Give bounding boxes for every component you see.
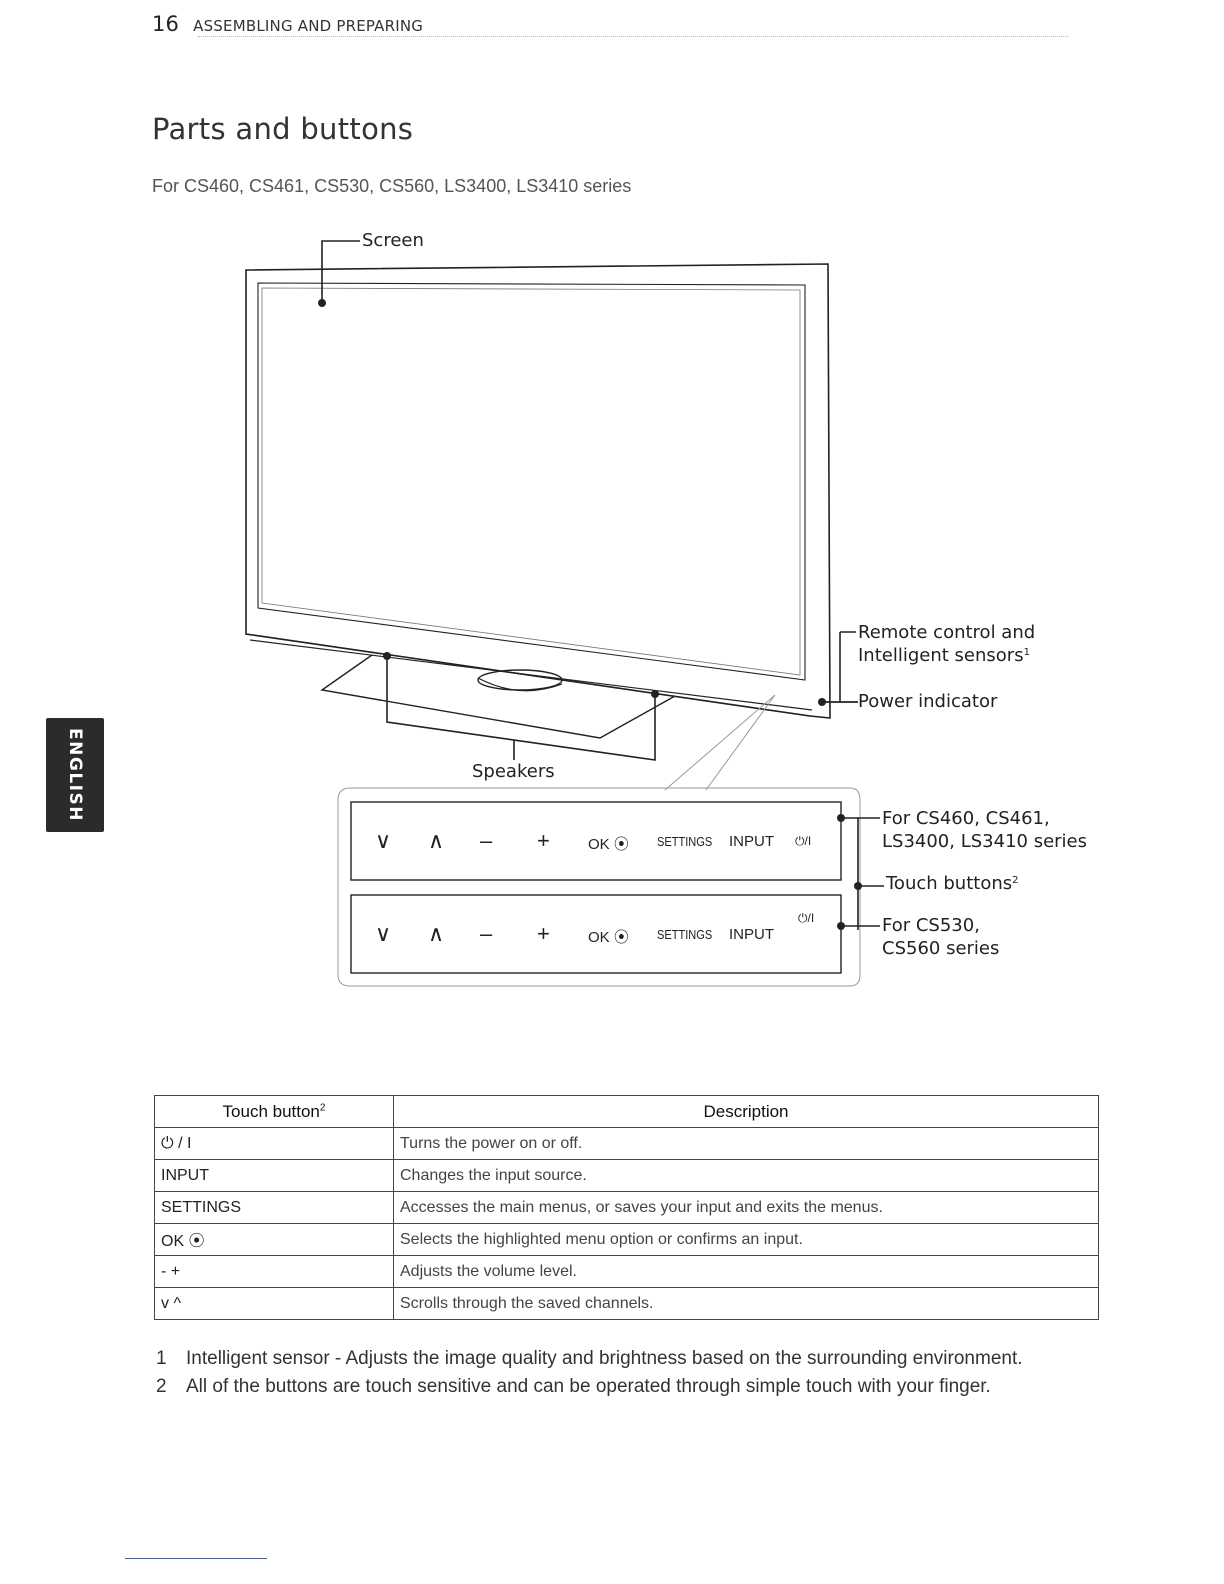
table-row xyxy=(155,1256,1099,1288)
panel-a-power-icon: ⏻/I xyxy=(795,834,812,848)
table-cell-button: - + xyxy=(155,1256,394,1288)
touch-buttons-text: Touch buttons xyxy=(886,873,1013,894)
language-tab-label: ENGLISH xyxy=(65,728,85,822)
table-cell-description: Changes the input source. xyxy=(394,1160,1099,1192)
speakers-label: Speakers xyxy=(472,761,555,782)
panel-b-channel-down-icon: ∨ xyxy=(375,921,392,946)
header-footnote-ref: 2 xyxy=(319,1101,326,1113)
screen-leader xyxy=(322,241,360,302)
panel-b-volume-down-icon: – xyxy=(480,921,493,946)
tv-screen xyxy=(258,283,805,680)
power-indicator-label: Power indicator xyxy=(858,691,998,712)
remote-sensor-label-line1: Remote control and xyxy=(858,622,1036,643)
sensor-leader xyxy=(822,632,858,702)
remote-sensor-label-line2 xyxy=(858,644,1035,667)
tv-stand xyxy=(322,655,675,738)
table-row xyxy=(155,1128,1099,1160)
touch-button-table xyxy=(154,1095,1099,1320)
footnote-text: All of the buttons are touch sensitive and can be operated through simple touch with your finger. xyxy=(186,1376,991,1397)
series-b-label xyxy=(882,914,999,960)
series-a-line2: LS3400, LS3410 series xyxy=(882,831,1087,852)
table-cell-button: OK ⦿ xyxy=(155,1224,394,1256)
table-cell-button: v ^ xyxy=(155,1288,394,1320)
table-cell-button: ⏻ / I xyxy=(155,1128,394,1160)
table-header-button xyxy=(155,1096,394,1128)
panel-b-power-icon: ⏻/I xyxy=(798,911,815,925)
panel-a-settings: SETTINGS xyxy=(657,834,713,849)
footnote-ref-2: 2 xyxy=(1012,875,1019,886)
footnote-text: Intelligent sensor - Adjusts the image quality and brightness based on the surrounding environment. xyxy=(186,1348,1023,1369)
page-number: 16 xyxy=(152,12,180,36)
panel-b-channel-up-icon: ∧ xyxy=(428,921,445,946)
touch-buttons-label xyxy=(886,872,1019,895)
panel-b-ok: OK ⦿ xyxy=(588,929,629,946)
footnote-ref-1: 1 xyxy=(1023,647,1030,658)
header-button-text: Touch button xyxy=(222,1101,320,1121)
table-cell-button: INPUT xyxy=(155,1160,394,1192)
panel-a-input: INPUT xyxy=(729,833,774,850)
panel-a-ok: OK ⦿ xyxy=(588,836,629,853)
footnote xyxy=(156,1348,1023,1376)
panel-b-volume-up-icon: + xyxy=(537,921,550,946)
series-b-line1: For CS530, xyxy=(882,915,980,936)
table-cell-description: Scrolls through the saved channels. xyxy=(394,1288,1099,1320)
footnote-number: 1 xyxy=(156,1348,167,1369)
section-title: ASSEMBLING AND PREPARING xyxy=(193,17,424,35)
table-row xyxy=(155,1160,1099,1192)
series-b-line2: CS560 series xyxy=(882,938,1000,959)
table-cell-description: Accesses the main menus, or saves your input and exits the menus. xyxy=(394,1192,1099,1224)
screen-label: Screen xyxy=(362,230,424,251)
page-title: Parts and buttons xyxy=(152,112,414,146)
panel-a-channel-up-icon: ∧ xyxy=(428,828,445,853)
remote-sensor-label xyxy=(858,621,1035,667)
panel-b-input: INPUT xyxy=(729,926,774,943)
footnote xyxy=(156,1376,1023,1404)
panel-a-channel-down-icon: ∨ xyxy=(375,828,392,853)
footnote-number: 2 xyxy=(156,1376,167,1397)
table-cell-button: SETTINGS xyxy=(155,1192,394,1224)
table-row xyxy=(155,1288,1099,1320)
table-cell-description: Selects the highlighted menu option or confirms an input. xyxy=(394,1224,1099,1256)
series-a-label xyxy=(882,807,1087,853)
footer-rule xyxy=(125,1558,267,1559)
table-row xyxy=(155,1224,1099,1256)
series-a-line1: For CS460, CS461, xyxy=(882,808,1050,829)
table-row xyxy=(155,1192,1099,1224)
table-header-row xyxy=(155,1096,1099,1128)
table-header-description: Description xyxy=(394,1096,1099,1128)
panel-a-volume-up-icon: + xyxy=(537,828,550,853)
model-series-subtitle: For CS460, CS461, CS530, CS560, LS3400, LS3410 series xyxy=(152,176,632,196)
touch-panel-callout xyxy=(338,788,860,986)
table-cell-description: Turns the power on or off. xyxy=(394,1128,1099,1160)
table-cell-description: Adjusts the volume level. xyxy=(394,1256,1099,1288)
footnotes xyxy=(156,1348,1023,1404)
remote-sensor-text: Intelligent sensors xyxy=(858,645,1024,666)
panel-a-volume-down-icon: – xyxy=(480,828,493,853)
panel-b-settings: SETTINGS xyxy=(657,927,713,942)
